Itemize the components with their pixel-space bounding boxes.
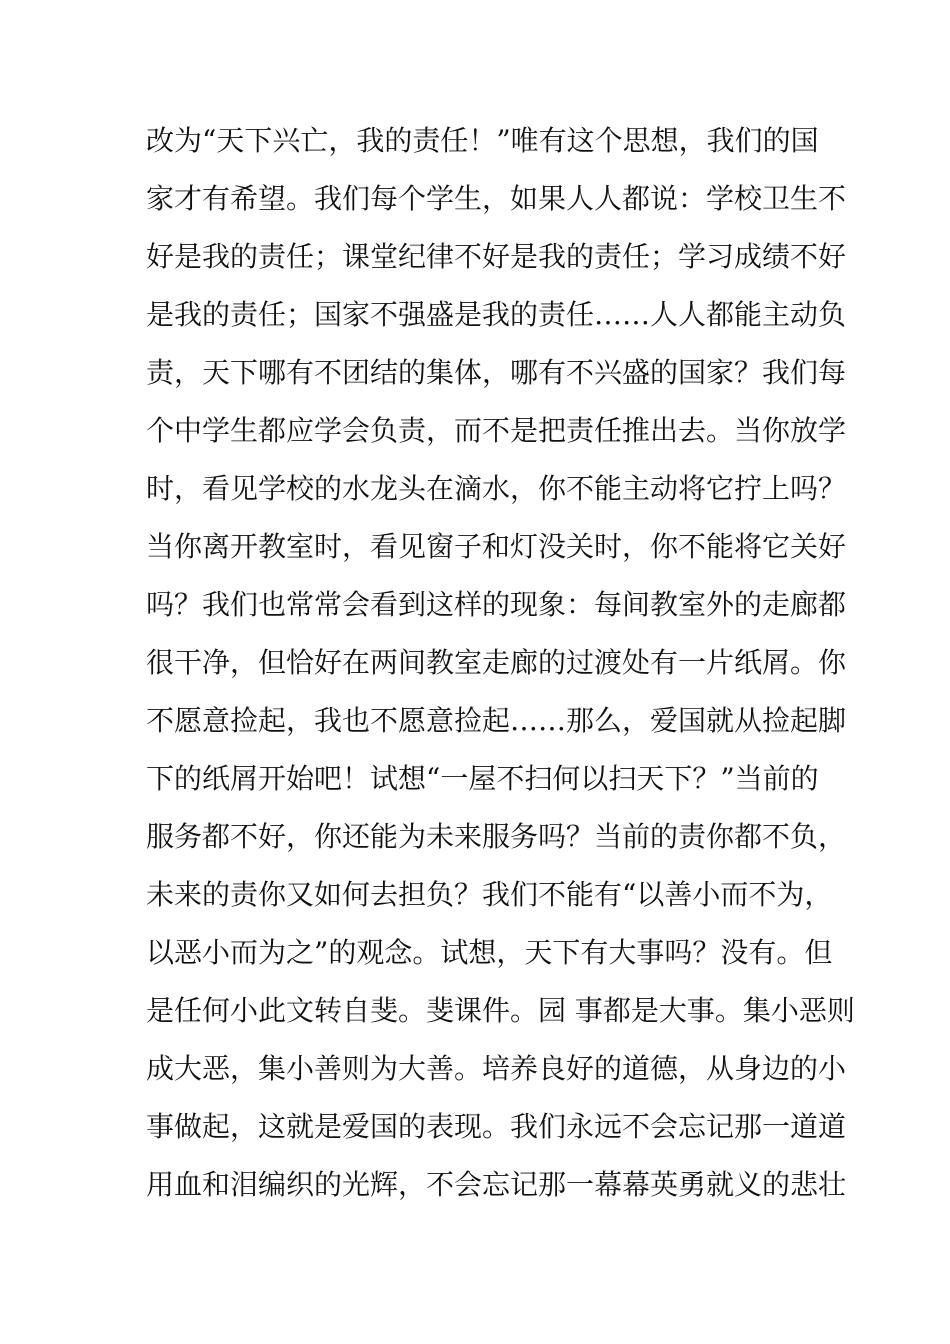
text-line-3: 好是我的责任；课堂纪律不好是我的责任；学习成绩不好 <box>146 240 847 273</box>
text-line-15: 以恶小而为之”的观念。试想，天下有大事吗？没有。但 <box>146 936 833 969</box>
body-text <box>146 112 855 1214</box>
text-line-2: 家才有希望。我们每个学生，如果人人都说：学校卫生不 <box>146 182 847 215</box>
text-line-16: 是任何小此文转自斐。斐课件。园 事都是大事。集小恶则 <box>146 994 855 1027</box>
text-line-19: 用血和泪编织的光辉，不会忘记那一幕幕英勇就义的悲壮 <box>146 1168 847 1201</box>
text-line-9: 吗？我们也常常会看到这样的现象：每间教室外的走廊都 <box>146 588 847 621</box>
text-line-10: 很干净，但恰好在两间教室走廊的过渡处有一片纸屑。你 <box>146 646 847 679</box>
text-line-4: 是我的责任；国家不强盛是我的责任……人人都能主动负 <box>146 298 847 331</box>
text-line-11: 不愿意捡起，我也不愿意捡起……那么，爱国就从捡起脚 <box>146 704 847 737</box>
text-line-14: 未来的责你又如何去担负？我们不能有“以善小而不为， <box>146 878 833 911</box>
text-line-7: 时，看见学校的水龙头在滴水，你不能主动将它拧上吗？ <box>146 472 847 505</box>
text-line-17: 成大恶，集小善则为大善。培养良好的道德，从身边的小 <box>146 1052 847 1085</box>
text-line-6: 个中学生都应学会负责，而不是把责任推出去。当你放学 <box>146 414 847 447</box>
text-line-13: 服务都不好，你还能为未来服务吗？当前的责你都不负， <box>146 820 847 853</box>
text-line-5: 责，天下哪有不团结的集体，哪有不兴盛的国家？我们每 <box>146 356 847 389</box>
text-line-8: 当你离开教室时，看见窗子和灯没关时，你不能将它关好 <box>146 530 847 563</box>
text-line-1: 改为“天下兴亡，我的责任！”唯有这个思想，我们的国 <box>146 124 819 157</box>
text-line-12: 下的纸屑开始吧！试想“一屋不扫何以扫天下？”当前的 <box>146 762 819 795</box>
text-line-18: 事做起，这就是爱国的表现。我们永远不会忘记那一道道 <box>146 1110 847 1143</box>
